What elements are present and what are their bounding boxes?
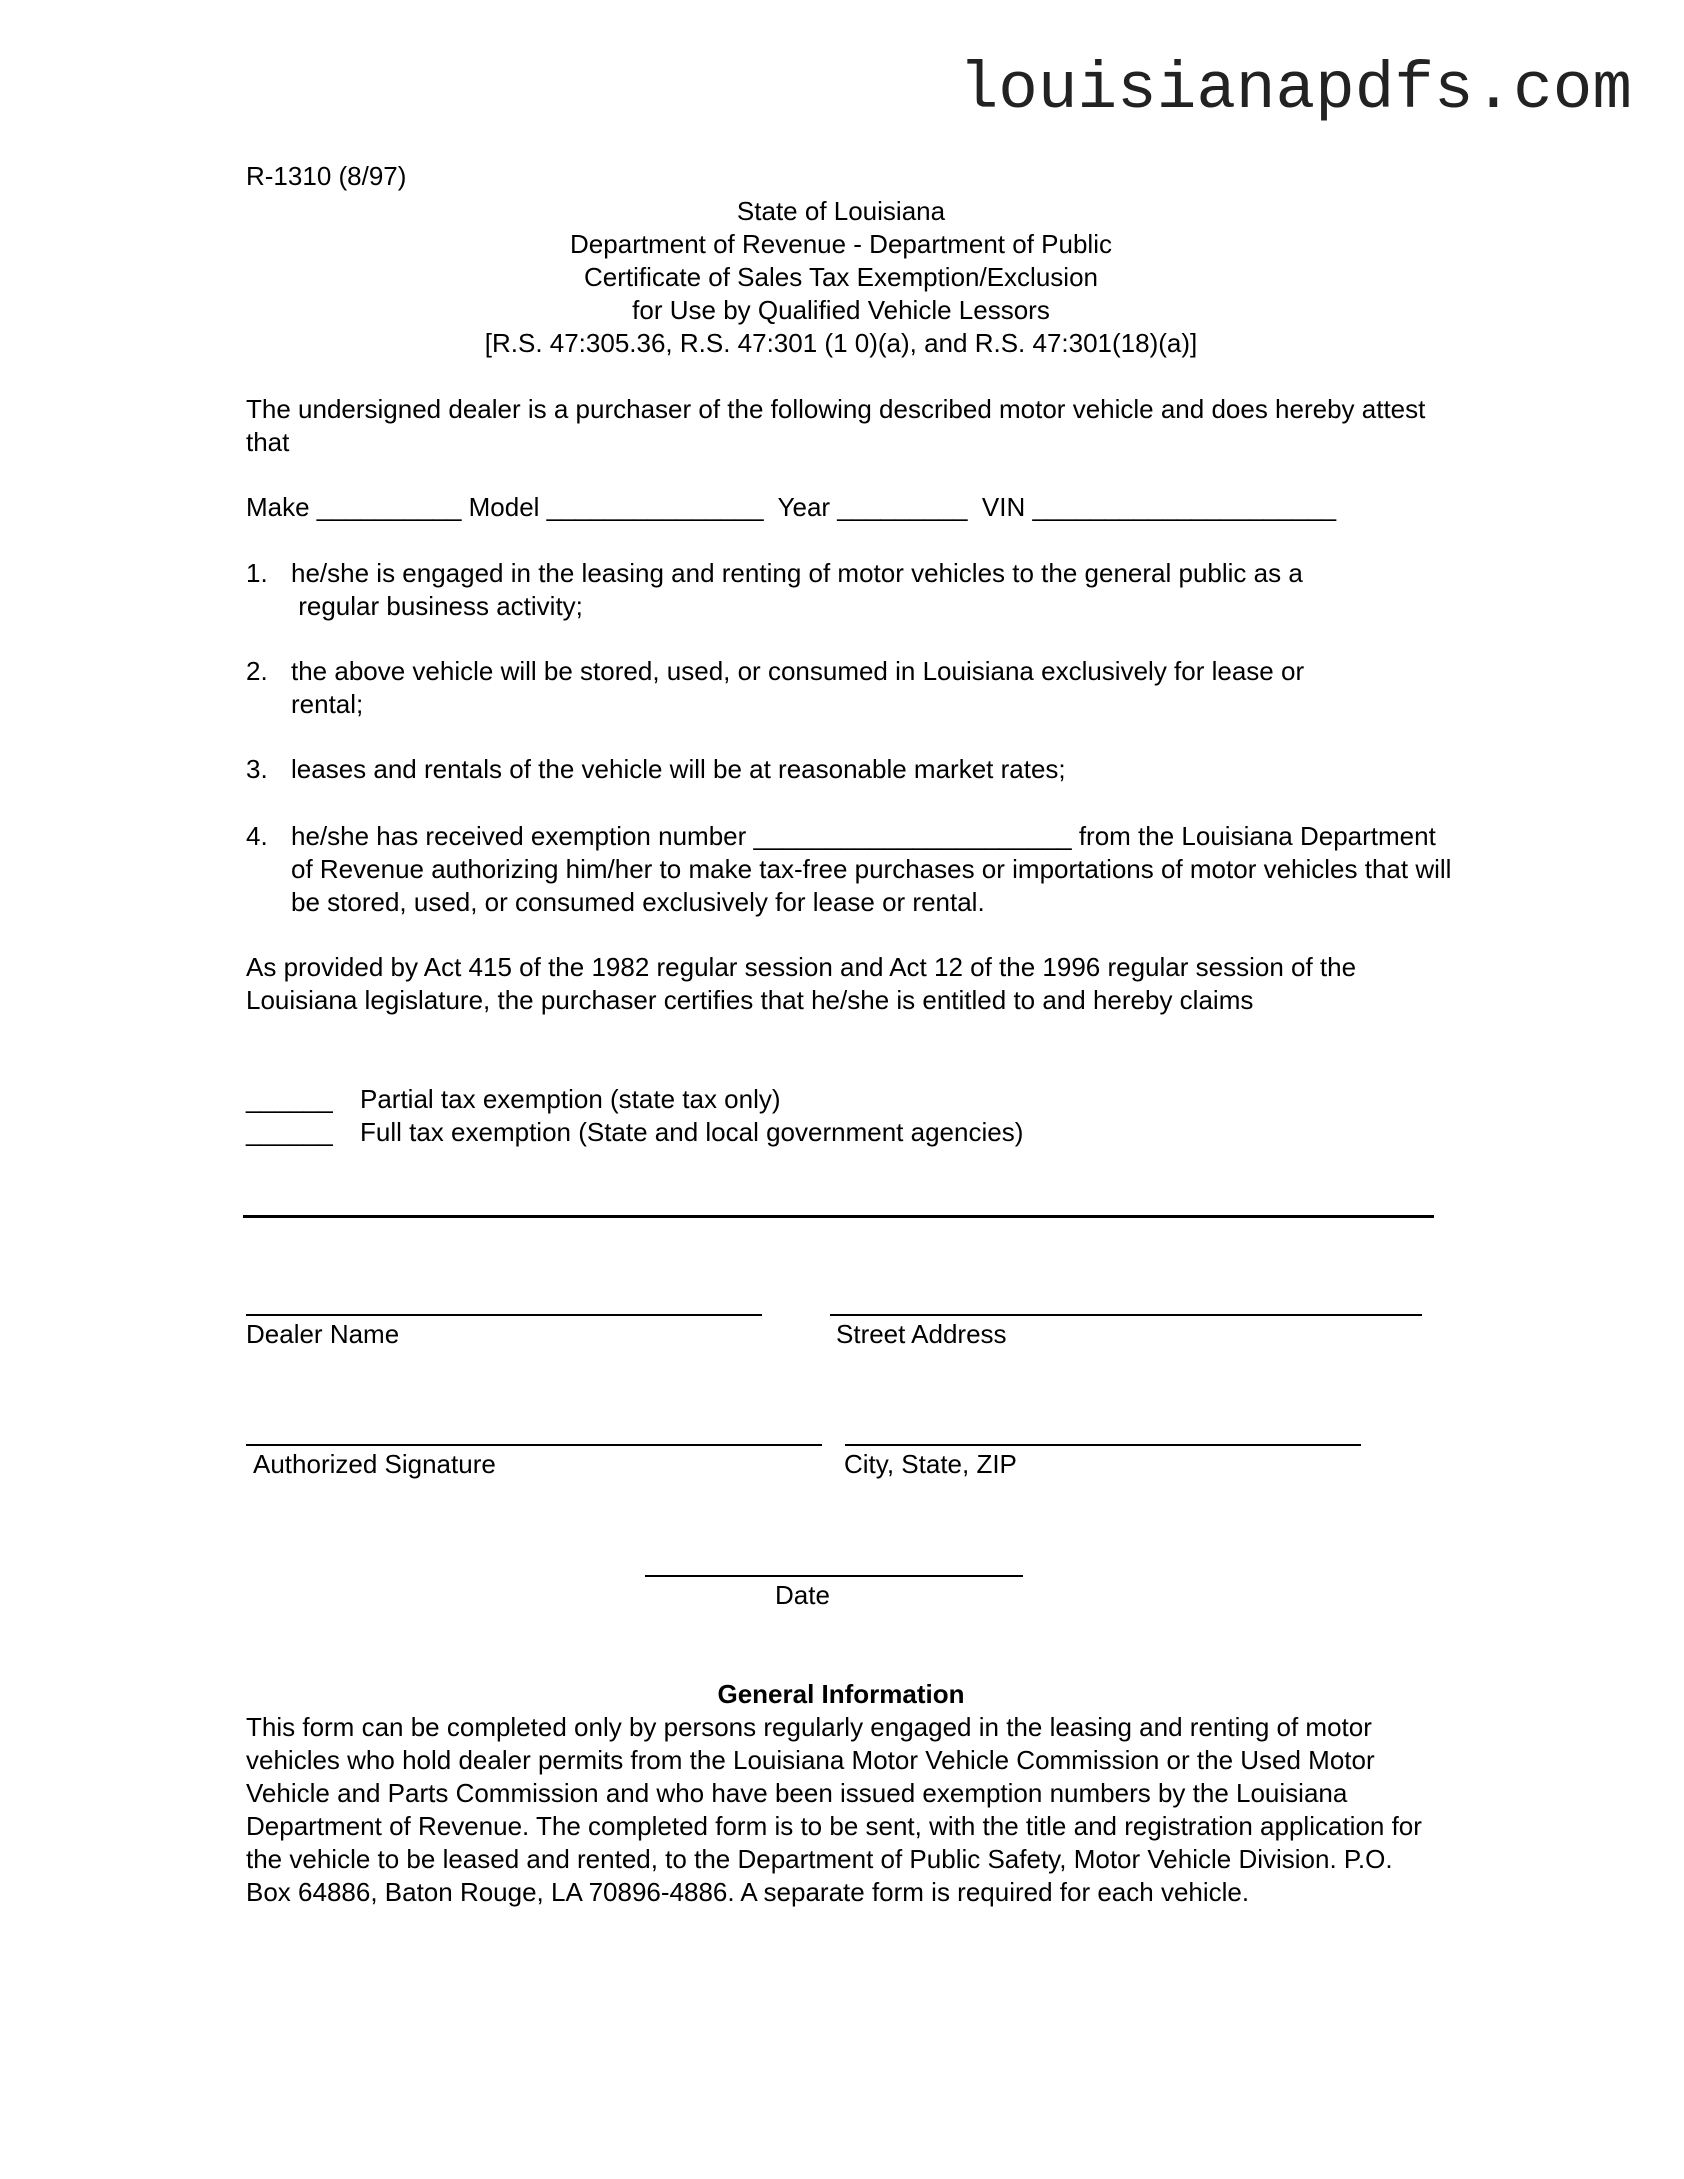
- list-item-text: he/she is engaged in the leasing and renting of motor vehicles to the general public as a: [291, 558, 1303, 588]
- watermark-text: louisianapdfs.com: [958, 52, 1632, 127]
- header-statutes: [R.S. 47:305.36, R.S. 47:301 (1 0)(a), and R.S. 47:301(18)(a)]: [484, 328, 1198, 358]
- dealer-name-line[interactable]: [246, 1314, 762, 1316]
- dealer-name-label: Dealer Name: [246, 1319, 400, 1349]
- authorized-signature-label: Authorized Signature: [253, 1449, 496, 1479]
- header-certificate-title: Certificate of Sales Tax Exemption/Exclusion: [584, 262, 1098, 292]
- general-information-body: This form can be completed only by persons regularly engaged in the leasing and renting of motor vehicles who hold dealer permits from the Louisiana Motor Vehicle Commission or the Used Motor Vehicle and Parts Commission and who have been issued exemption numbers by the Louisiana Department of Revenue. The completed form is to be sent, with the title and registration application for the vehicle to be leased and rented, to the Department of Public Safety, Motor Vehicle Division. P.O. Box 64886, Baton Rouge, LA 70896-4886. A separate form is required for each vehicle.: [246, 1712, 1422, 1907]
- list-item-text: the above vehicle will be stored, used, or consumed in Louisiana exclusively for lease or: [291, 656, 1305, 686]
- section-divider: [243, 1215, 1434, 1218]
- list-item-text-continued: regular business activity;: [291, 591, 583, 621]
- header-subtitle: for Use by Qualified Vehicle Lessors: [632, 295, 1050, 325]
- option-label: Partial tax exemption (state tax only): [360, 1084, 781, 1114]
- city-state-zip-label: City, State, ZIP: [844, 1449, 1017, 1479]
- street-address-line[interactable]: [830, 1314, 1422, 1316]
- date-line[interactable]: [645, 1575, 1023, 1577]
- form-header: [246, 195, 1436, 360]
- option-label: Full tax exemption (State and local government agencies): [360, 1117, 1024, 1147]
- street-address-label: Street Address: [836, 1319, 1007, 1349]
- list-item-number: 2.: [246, 656, 268, 686]
- general-information-title: General Information: [717, 1679, 965, 1709]
- list-item-number: 1.: [246, 558, 268, 588]
- list-item-number: 3.: [246, 754, 268, 784]
- vehicle-details-line[interactable]: Make __________ Model _______________ Year _________ VIN _____________________: [246, 492, 1337, 522]
- header-state: State of Louisiana: [736, 196, 946, 226]
- list-item-text[interactable]: he/she has received exemption number ______________________ from the Louisiana Department of Revenue authorizing him/her to make tax-free purchases or importations of motor vehicles that will be stored, used, or consumed exclusively for lease or rental.: [291, 821, 1452, 917]
- authorized-signature-line[interactable]: [246, 1444, 822, 1446]
- list-item-number: 4.: [246, 821, 268, 851]
- option-blank[interactable]: ______: [246, 1084, 333, 1114]
- list-item-text: leases and rentals of the vehicle will be at reasonable market rates;: [291, 754, 1066, 784]
- form-id: R-1310 (8/97): [246, 161, 407, 191]
- header-department: Department of Revenue - Department of Public: [570, 229, 1112, 259]
- list-item-text-continued: rental;: [291, 689, 364, 719]
- act-paragraph: As provided by Act 415 of the 1982 regular session and Act 12 of the 1996 regular session of the Louisiana legislature, the purchaser certifies that he/she is entitled to and hereby claims: [246, 952, 1357, 1015]
- intro-paragraph: The undersigned dealer is a purchaser of the following described motor vehicle and does hereby attest that: [246, 394, 1426, 457]
- city-state-zip-line[interactable]: [845, 1444, 1361, 1446]
- date-label: Date: [775, 1580, 830, 1610]
- option-blank[interactable]: ______: [246, 1117, 333, 1147]
